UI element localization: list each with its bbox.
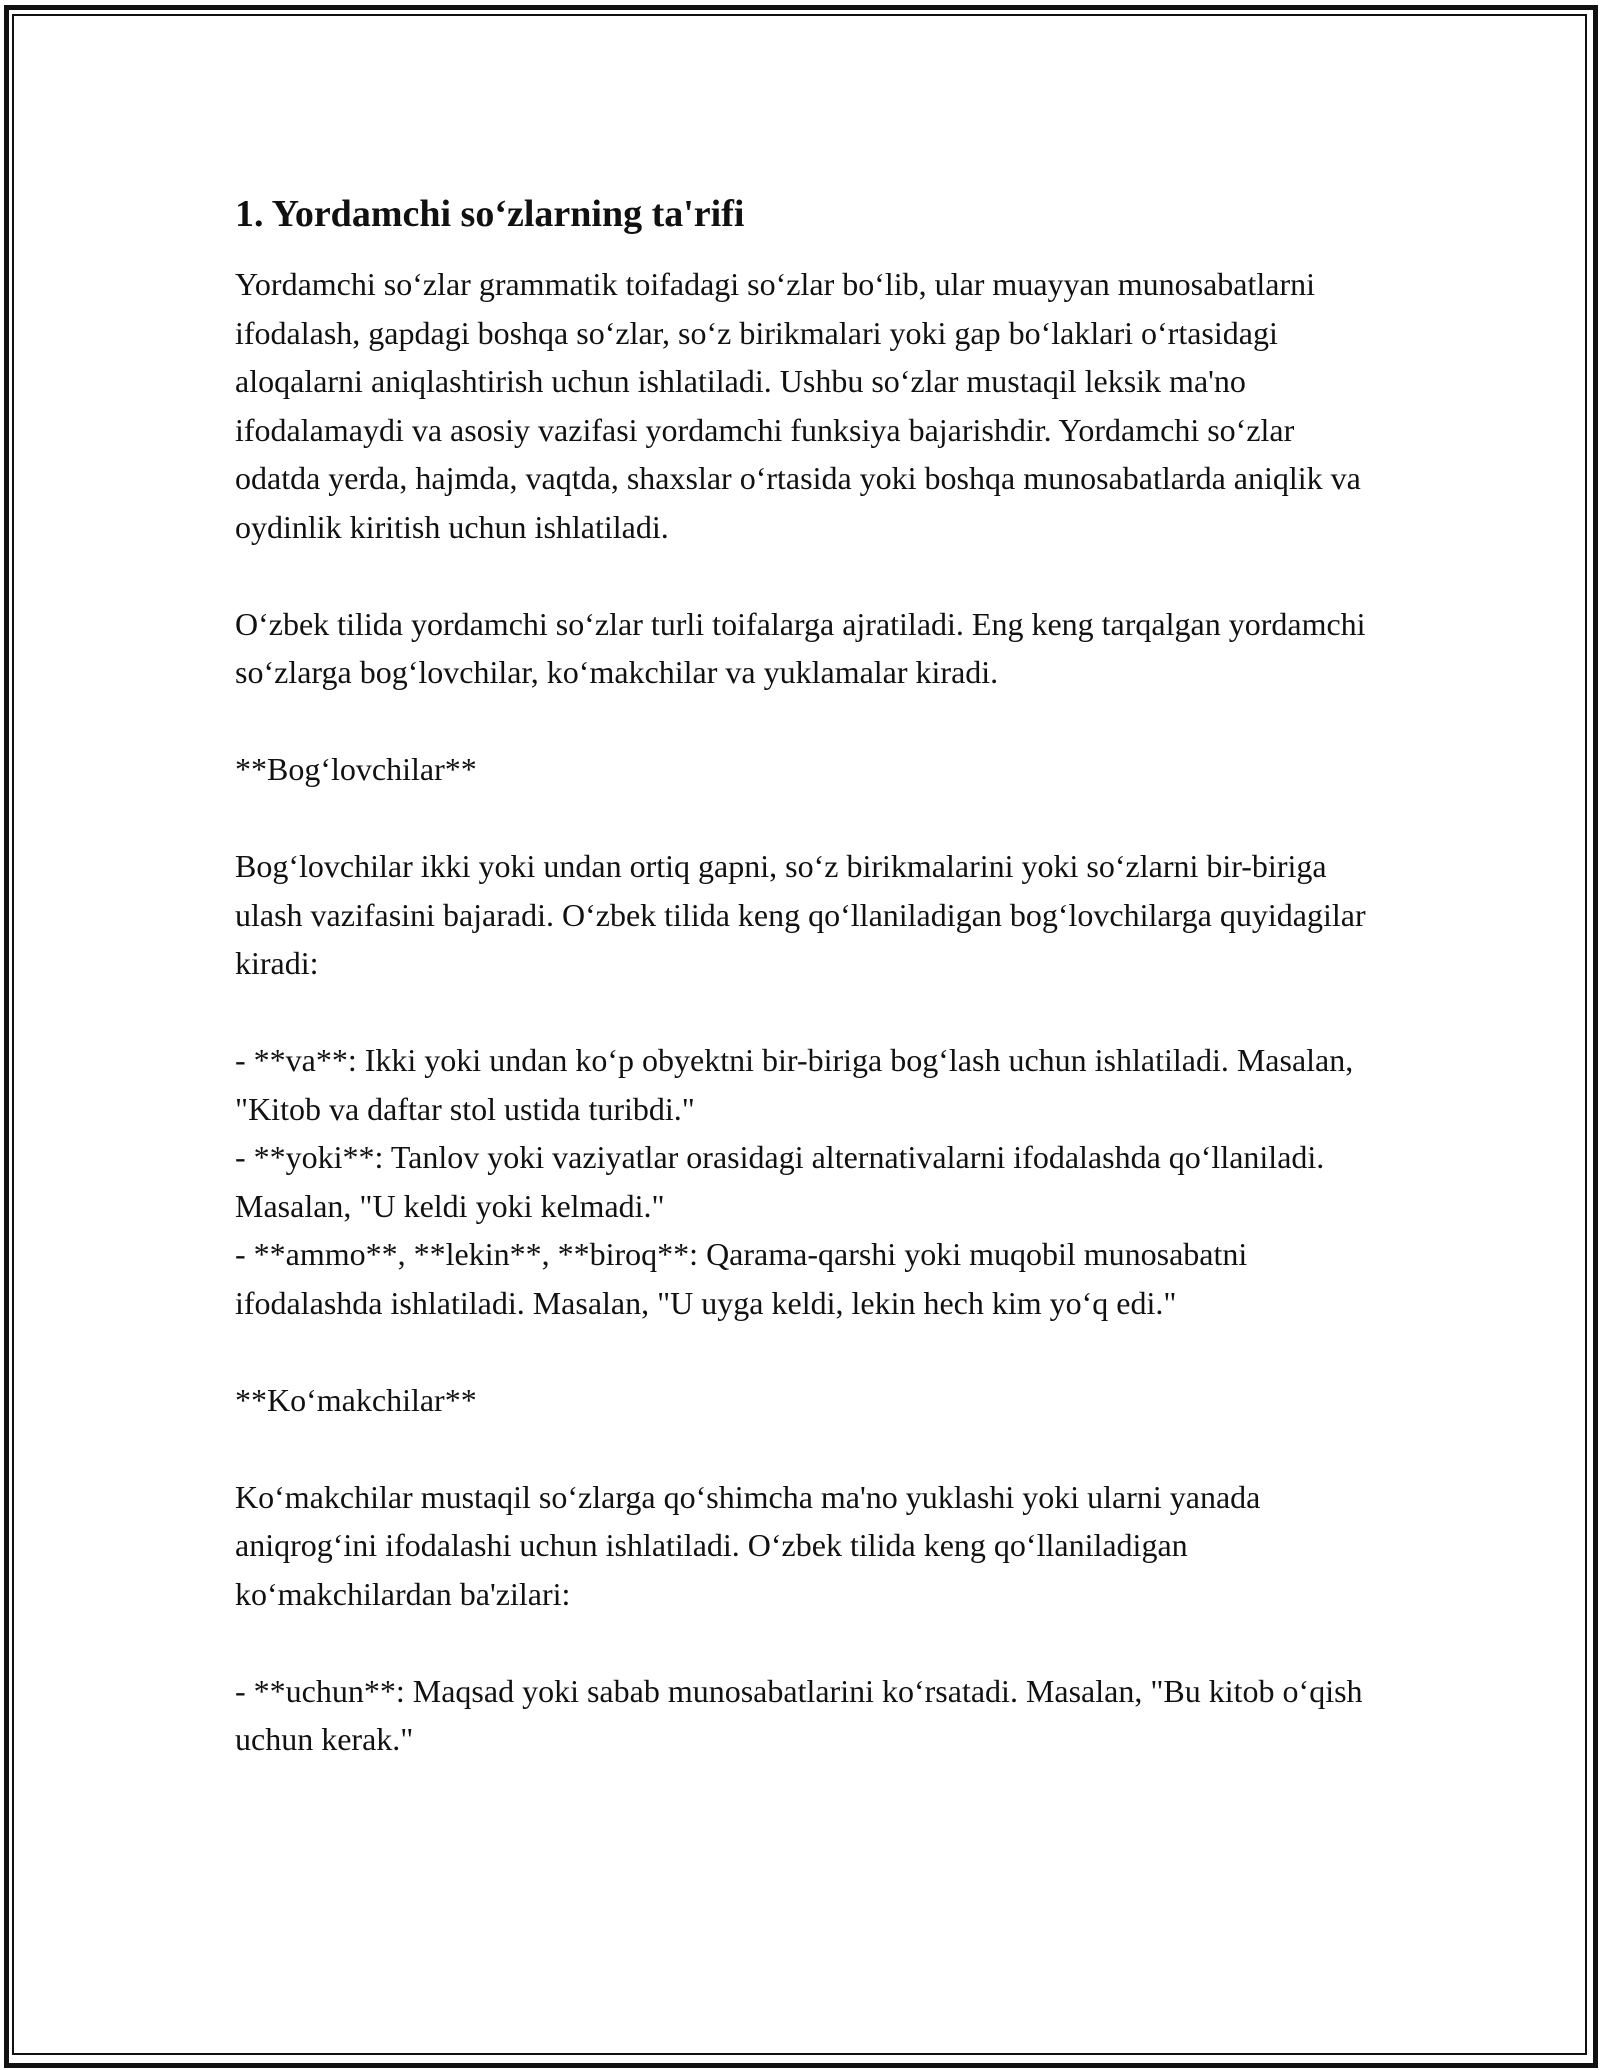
postpositions-list	[235, 1667, 1370, 1764]
list-item: - **yoki**: Tanlov yoki vaziyatlar orasidagi alternativalarni ifodalashda qo‘llaniladi. Masalan, "U keldi yoki kelmadi."	[235, 1139, 1325, 1224]
categories-paragraph: O‘zbek tilida yordamchi so‘zlar turli toifalarga ajratiladi. Eng keng tarqalgan yordamchi so‘zlarga bog‘lovchilar, ko‘makchilar va yuklamalar kiradi.	[235, 605, 1366, 690]
list-item: - **va**: Ikki yoki undan ko‘p obyektni bir-biriga bog‘lash uchun ishlatiladi. Masalan, "Kitob va daftar stol ustida turibdi."	[235, 1042, 1354, 1127]
list-item: - **uchun**: Maqsad yoki sabab munosabatlarini ko‘rsatadi. Masalan, "Bu kitob o‘qish uchun kerak."	[235, 1672, 1363, 1757]
postpositions-paragraph: Ko‘makchilar mustaqil so‘zlarga qo‘shimcha ma'no yuklashi yoki ularni yanada aniqrog‘ini ifodalashi uchun ishlatiladi. O‘zbek tilida keng qo‘llaniladigan ko‘makchilardan ba'zilari:	[235, 1478, 1261, 1612]
conjunctions-list	[235, 1036, 1370, 1327]
section-title-postpositions: **Ko‘makchilar**	[235, 1381, 477, 1418]
document-heading: 1. Yordamchi so‘zlarning ta'rifi	[235, 193, 745, 235]
document-body	[235, 190, 1370, 1812]
list-item: - **ammo**, **lekin**, **biroq**: Qarama-qarshi yoki muqobil munosabatni ifodalashda ishlatiladi. Masalan, "U uyga keldi, lekin hech kim yo‘q edi."	[235, 1236, 1248, 1321]
conjunctions-paragraph: Bog‘lovchilar ikki yoki undan ortiq gapni, so‘z birikmalarini yoki so‘zlarni bir-biriga ulash vazifasini bajaradi. O‘zbek tilida keng qo‘llaniladigan bog‘lovchilarga quyidagilar kiradi:	[235, 848, 1366, 981]
section-title-conjunctions: **Bog‘lovchilar**	[235, 751, 477, 787]
intro-paragraph: Yordamchi so‘zlar grammatik toifadagi so‘zlar bo‘lib, ular muayyan munosabatlarni ifodalash, gapdagi boshqa so‘zlar, so‘z birikmalari yoki gap bo‘laklari o‘rtasidagi aloqalarni aniqlashtirish uchun ishlatiladi. Ushbu so‘zlar mustaqil leksik ma'no ifodalamaydi va asosiy vazifasi yordamchi funksiya bajarishdir. Yordamchi so‘zlar odatda yerda, hajmda, vaqtda, shaxslar o‘rtasida yoki boshqa munosabatlarda aniqlik va oydinlik kiritish uchun ishlatiladi.	[235, 266, 1361, 545]
